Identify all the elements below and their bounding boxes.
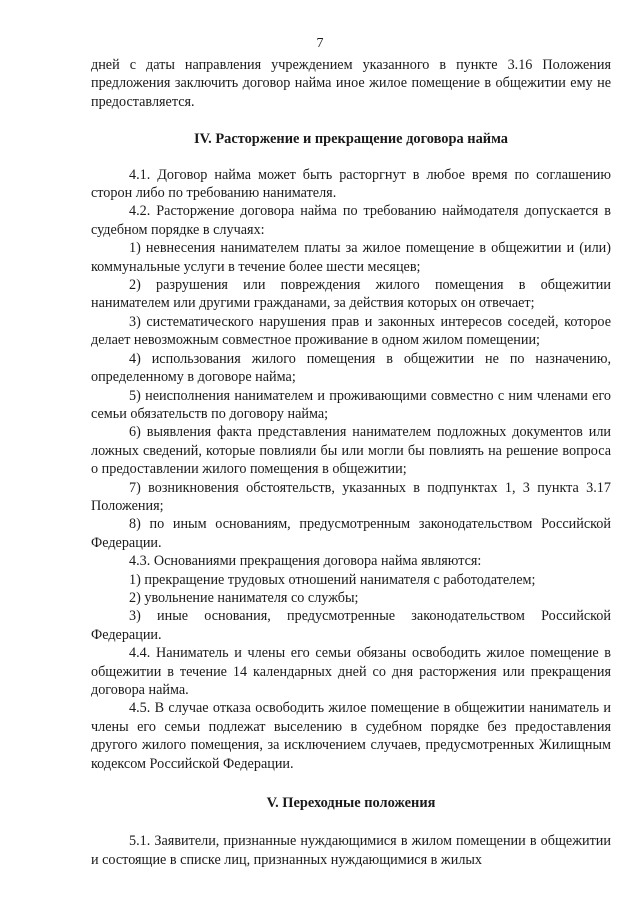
paragraph-4-2-item-4: 4) использования жилого помещения в общежитии не по назначению, определенному в договоре найма; <box>91 350 611 386</box>
paragraph-4-2-item-3: 3) систематического нарушения прав и законных интересов соседей, которое делает невозможным совместное проживание в одном жилом помещении; <box>91 313 611 349</box>
paragraph-4-3-item-1: 1) прекращение трудовых отношений нанимателя с работодателем; <box>129 571 536 588</box>
paragraph-5-1: 5.1. Заявители, признанные нуждающимися в жилом помещении в общежитии и состоящие в списке лиц, признанных нуждающимися в жилых <box>91 833 611 868</box>
paragraph-4-2-item-2: 2) разрушения или повреждения жилого помещения в общежитии нанимателем или другими гражданами, за действия которых он отвечает; <box>91 277 611 312</box>
page-number: 7 <box>316 36 324 51</box>
section-4-title: IV. Расторжение и прекращение договора найма <box>194 131 508 148</box>
intro-paragraph: дней с даты направления учреждением указанного в пункте 3.16 Положения предложения заключить договор найма иное жилое помещение в общежитии ему не предоставляется. <box>91 57 611 110</box>
paragraph-4-3: 4.3. Основаниями прекращения договора найма являются: <box>129 553 482 570</box>
paragraph-4-3-item-3: 3) иные основания, предусмотренные законодательством Российской Федерации. <box>91 608 611 643</box>
paragraph-4-4: 4.4. Наниматель и члены его семьи обязаны освободить жилое помещение в общежитии в течение 14 календарных дней со дня расторжения или прекращения договора найма. <box>91 645 611 698</box>
paragraph-4-2-item-8: 8) по иным основаниям, предусмотренным законодательством Российской Федерации. <box>91 516 611 551</box>
paragraph-4-1: 4.1. Договор найма может быть расторгнут в любое время по соглашению сторон либо по требованию нанимателя. <box>91 166 611 202</box>
paragraph-4-2-item-6: 6) выявления факта представления нанимателем подложных документов или ложных сведений, которые повлияли бы или могли бы повлиять на решение вопроса о предоставлении жилого помещения в общежитии; <box>91 424 611 478</box>
paragraph-4-3-item-2: 2) увольнение нанимателя со службы; <box>129 589 359 606</box>
document-body <box>91 56 611 869</box>
section-5-body <box>91 832 611 869</box>
paragraph-4-2-item-1: 1) невнесения нанимателем платы за жилое помещение в общежитии и (или) коммунальные услуги в течение более шести месяцев; <box>91 240 611 275</box>
paragraph-4-2-item-7: 7) возникновения обстоятельств, указанных в подпунктах 1, 3 пункта 3.17 Положения; <box>91 479 611 514</box>
section-4-body <box>91 166 611 773</box>
section-5-title: V. Переходные положения <box>266 795 436 812</box>
paragraph-4-2-item-5: 5) неисполнения нанимателем и проживающими совместно с ним членами его семьи обязательств по договору найма; <box>91 387 611 422</box>
paragraph-4-5: 4.5. В случае отказа освободить жилое помещение в общежитии наниматель и члены его семьи подлежат выселению в судебном порядке без предоставления другого жилого помещения, за исключением случаев, предусмотренных Жилищным кодексом Российской Федерации. <box>91 700 611 772</box>
paragraph-4-2: 4.2. Расторжение договора найма по требованию наймодателя допускается в судебном порядке в случаях: <box>91 203 611 238</box>
